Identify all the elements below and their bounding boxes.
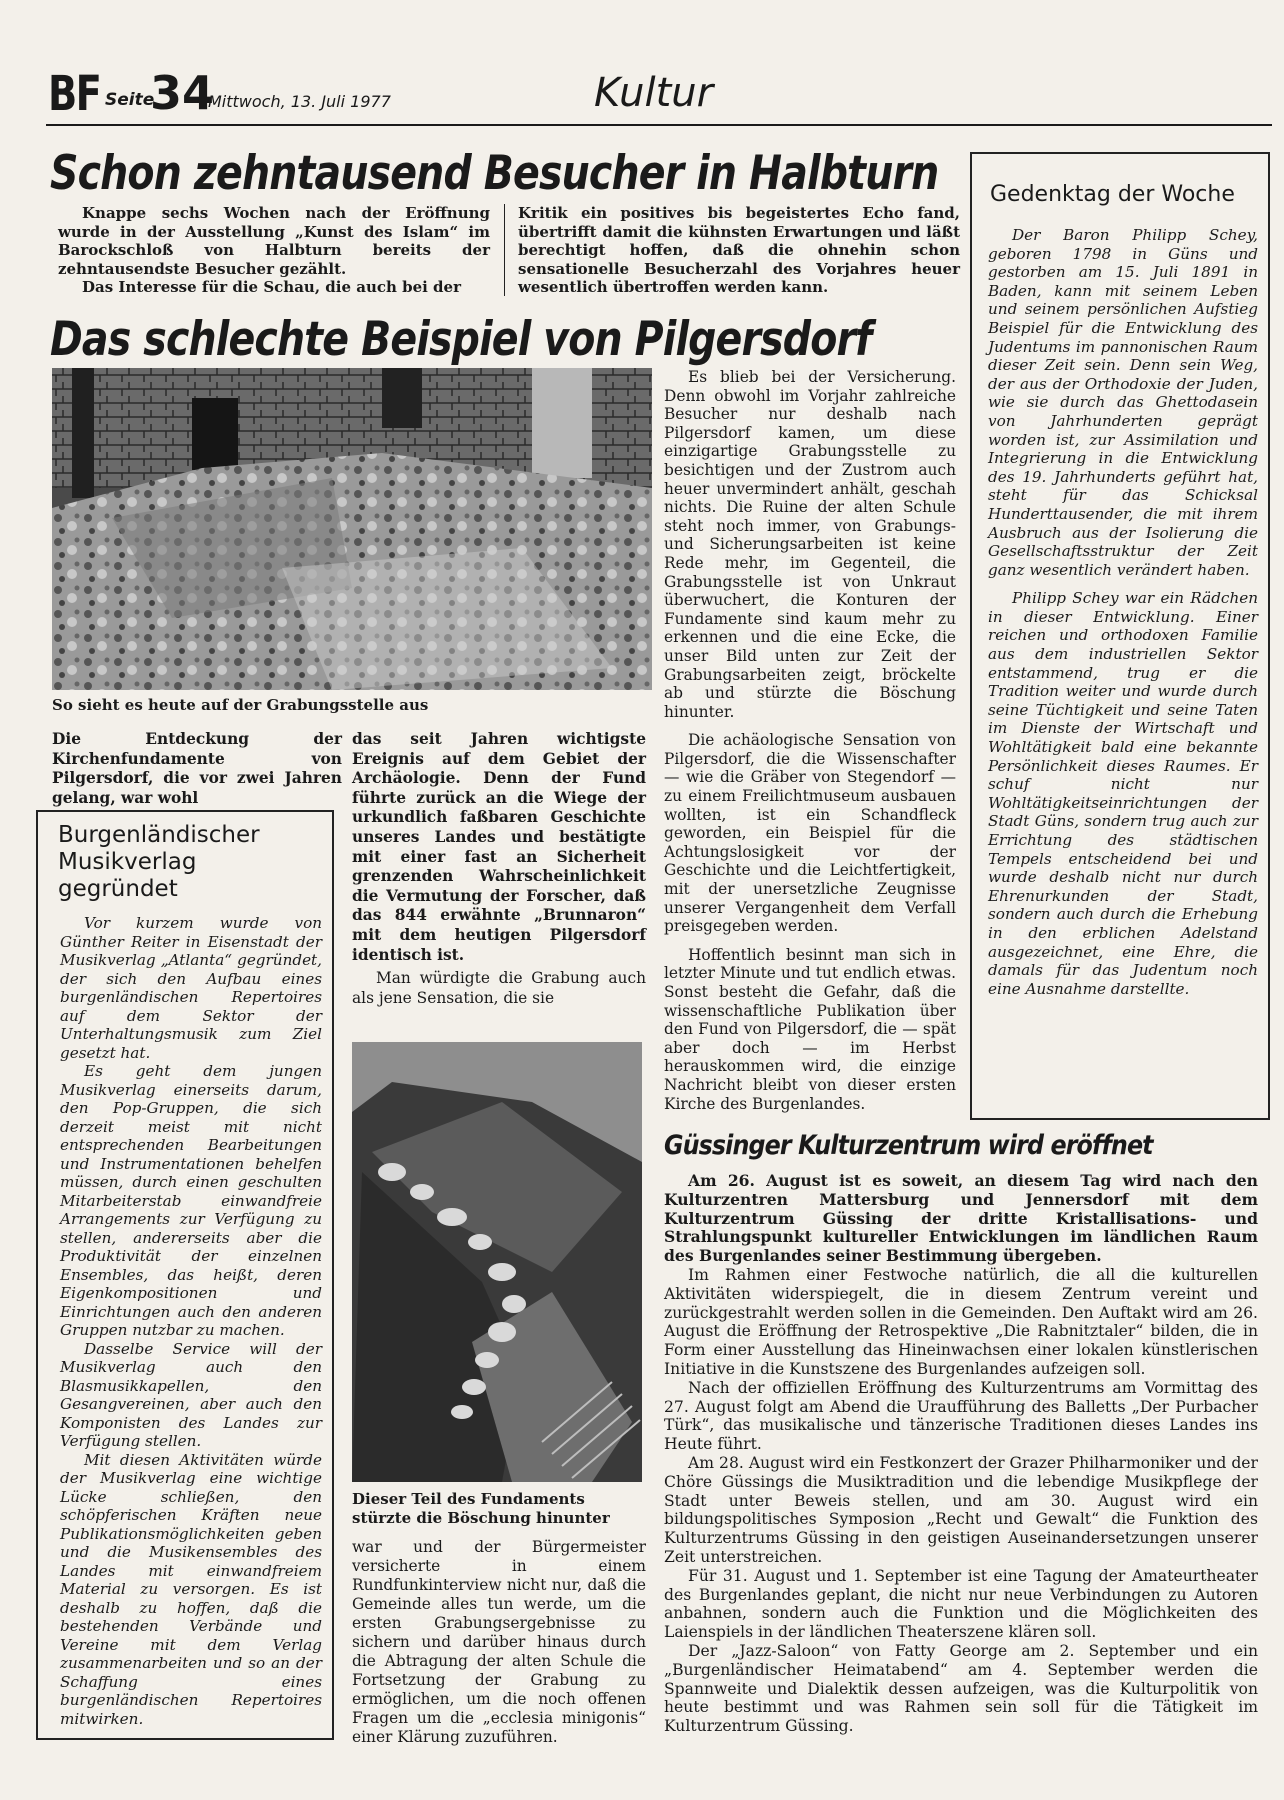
- gedenktag-title: Gedenktag der Woche: [990, 182, 1235, 207]
- column-divider: [504, 204, 505, 296]
- gedenktag-p1: Der Baron Philipp Schey, geboren 1798 in Güns und gestorben am 15. Juli 1891 in Baden, kann mit seinem Leben und seinem persönlichen Aufstieg Beispiel für die Entwicklung des Judentums im pannonischen Raum dieser Zeit sein. Denn sein Weg, der aus der Orthodoxie der Juden, wie sie durch das Ghettodasein von Jahrhunderten geprägt worden ist, zur Assimilation und Integrierung in die Entwicklung des 19. Jahrhunderts geführt hat, steht für das Schicksal Hunderttausender, die mit ihrem Ausbruch aus der Isolierung die Gesellschaftsstruktur der Zeit ganz wesentlich verändert haben.: [988, 226, 1258, 579]
- article3-p5: Der „Jazz-Saloon“ von Fatty George am 2. September und ein „Burgenländischer Heimatabend“ am 4. September werden die Spannweite und Dialektik dessen aufzeigen, was die Kulturpolitik von heute bestimmt und was Rahmen sein soll für die Tätigkeit im Kulturzentrum Güssing.: [664, 1641, 1258, 1736]
- article3-headline: Güssinger Kulturzentrum wird eröffnet: [664, 1130, 1153, 1161]
- musikverlag-p2: Es geht dem jungen Musikverlag einerseits darum, den Pop-Gruppen, die sich derzeit meist mit nicht entsprechenden Bearbeitungen und Instrumentationen behelfen müssen, durch einen geschulten Mitarbeiterstab einwandfreie Arrangements zur Verfügung zu stellen, andererseits aber die Produktivität der einzelnen Ensembles, das heißt, deren Eigenkompositionen und Einrichtungen auch den anderen Gruppen nutzbar zu machen.: [60, 1062, 322, 1339]
- article3-p2: Nach der offiziellen Eröffnung des Kulturzentrums am Vormittag des 27. August folgt am Abend die Uraufführung des Balletts „Der Purbacher Türk“, das musikalische und tänzerische Traditionen dieses Landes ins Heute führt.: [664, 1378, 1258, 1454]
- article3-body: [664, 1172, 1258, 1736]
- musikverlag-title: Burgenländischer Musikverlag gegründet: [58, 822, 260, 902]
- photo1-caption: So sieht es heute auf der Grabungsstelle aus: [52, 696, 429, 714]
- article1-headline: Schon zehntausend Besucher in Halbturn: [50, 146, 939, 201]
- article2-right-p3: Hoffentlich besinnt man sich in letzter Minute und tut endlich etwas. Sonst besteht die Gefahr, daß die wissenschaftliche Publikation über den Fund von Pilgersdorf, die — spät aber doch — im Herbst herauskommen wird, die einzige Nachricht bleibt von dieser ersten Kirche des Burgenlandes.: [664, 945, 956, 1113]
- photo2-caption: Dieser Teil des Fundaments stürzte die Böschung hinunter: [352, 1490, 610, 1527]
- article1-col1b-text: Das Interesse für die Schau, die auch bei der: [82, 278, 461, 297]
- article2-mid-col: [352, 730, 646, 1008]
- article2-right-p2: Die achäologische Sensation von Pilgersdorf, die die Wissenschafter — wie die Gräber von Stegendorf — zu einem Freilichtmuseum ausbauen wollten, ist ein Schandfleck geworden, ein Beispiel für die Achtungslosigkeit vor der Geschichte und die Leichtfertigkeit, mit der unersetzliche Zeugnisse unserer Vergangenheit dem Verfall preisgegeben werden.: [664, 731, 956, 936]
- musikverlag-p3: Dasselbe Service will der Musikverlag auch den Blasmusikkapellen, den Gesangvereinen, aber auch den Komponisten des Landes zur Verfügung stellen.: [60, 1339, 322, 1450]
- article2-mid-p2: Man würdigte die Grabung auch als jene Sensation, die sie: [352, 969, 646, 1007]
- section-title: Kultur: [594, 70, 714, 116]
- article2-lead: Die Entdeckung der Kirchenfundamente von Pilgersdorf, die vor zwei Jahren gelang, war wohl: [52, 730, 342, 807]
- article1-col2: Kritik ein positives bis begeistertes Echo fand, übertrifft damit die kühnsten Erwartungen und läßt berechtigt hoffen, daß die ohnehin schon sensationelle Besucherzahl des Vorjahres heuer wesentlich übertroffen werden kann.: [518, 204, 960, 297]
- page-label: Seite: [105, 90, 155, 110]
- excavation-photo: [52, 368, 652, 690]
- gedenktag-text: [988, 226, 1258, 998]
- article1-col1: [58, 204, 490, 297]
- musikverlag-p1: Vor kurzem wurde von Günther Reiter in Eisenstadt der Musikverlag „Atlanta“ gegründet, der sich den Aufbau eines burgenländischen Repertoires auf dem Sektor der Unterhaltungsmusik zum Ziel gesetzt hat.: [60, 914, 322, 1062]
- article2-headline: Das schlechte Beispiel von Pilgersdorf: [50, 312, 872, 367]
- article2-mid-bold: das seit Jahren wichtigste Ereignis auf dem Gebiet der Archäologie. Denn der Fund führte zurück an die Wiege der urkundlich faßbaren Geschichte unseres Landes und bestätigte mit einer fast an Sicherheit grenzenden Wahrscheinlichkeit die Vermutung der Forscher, daß das 844 erwähnte „Brunnaron“ mit dem heutigen Pilgersdorf identisch ist.: [352, 730, 646, 964]
- article1-col1-text: Knappe sechs Wochen nach der Eröffnung wurde in der Ausstellung „Kunst des Islam“ im Barockschloß von Halbturn bereits der zehntausendste Besucher gezählt.: [58, 204, 490, 278]
- article3-p3: Am 28. August wird ein Festkonzert der Grazer Philharmoniker und der Chöre Güssings die Musiktradition und die lebendige Musikpflege der Stadt unter Beweis stellen, und am 30. August wird ein bildungspolitisches Symposion „Recht und Gewalt“ die Funktion des Kulturzentrums Güssing in den geistigen Auseinandersetzungen unserer Zeit unterstreichen.: [664, 1453, 1258, 1566]
- article2-right-p1: Es blieb bei der Versicherung. Denn obwohl im Vorjahr zahlreiche Besucher nur deshalb nach Pilgersdorf kamen, um diese einzigartige Grabungsstelle zu besichtigen und der Zustrom auch heuer unvermindert anhält, geschah nichts. Die Ruine der alten Schule steht noch immer, von Grabungs- und Sicherungsarbeiten ist keine Rede mehr, im Gegenteil, die Grabungsstelle ist von Unkraut überwuchert, die Konturen der Fundamente sind kaum mehr zu erkennen und die eine Ecke, die unser Bild unten zur Zeit der Grabungsarbeiten zeigt, bröckelte ab und stürzte die Böschung hinunter.: [664, 368, 956, 721]
- newspaper-logo: BF: [48, 66, 101, 122]
- issue-date: Mittwoch, 13. Juli 1977: [208, 92, 391, 111]
- page-number: 34: [150, 66, 215, 120]
- header-rule: [46, 124, 1272, 126]
- article3-p4: Für 31. August und 1. September ist eine Tagung der Amateurtheater des Burgenlandes geplant, die nicht nur neue Verbindungen zu Autoren anbahnen, sondern auch die Funktion und die Möglichkeiten des Laienspiels in der ländlichen Theaterszene klären soll.: [664, 1566, 1258, 1642]
- article2-mid-p3: war und der Bürgermeister versicherte in einem Rundfunkinterview nicht nur, daß die Gemeinde alles tun werde, um die ersten Grabungsergebnisse zu sichern und darüber hinaus durch die Abtragung der alten Schule die Fortsetzung der Grabung zu ermöglichen, um die noch offenen Fragen um die „ecclesia minigonis“ einer Klärung zuzuführen.: [352, 1538, 646, 1746]
- article2-right-col: [664, 368, 956, 1113]
- article3-lead: Am 26. August ist es soweit, an diesem Tag wird nach den Kulturzentren Mattersburg und Jennersdorf mit dem Kulturzentrum Güssing der dritte Kristallisations- und Strahlungspunkt kultureller Entwicklungen im ländlichen Raum des Burgenlandes seiner Bestimmung übergeben.: [664, 1171, 1258, 1266]
- musikverlag-text: [60, 914, 322, 1728]
- gedenktag-p2: Philipp Schey war ein Rädchen in dieser Entwicklung. Einer reichen und orthodoxen Familie aus dem industriellen Sektor entstammend, trug er die Tradition weiter und wurde durch seine Tüchtigkeit und seine Taten im Dienste der Wirtschaft und Wohltätigkeit bald eine bekannte Persönlichkeit dieses Raumes. Er schuf nicht nur Wohltätigkeitseinrichtungen der Stadt Güns, sondern trug auch zur Errichtung des städtischen Tempels entscheidend bei und wurde deshalb nicht nur durch Ehrenurkunden der Stadt, sondern auch durch die Erhebung in den erblichen Adelstand ausgezeichnet, eine Ehre, die damals für das Judentum noch eine Ausnahme darstellte.: [988, 589, 1258, 998]
- musikverlag-p4: Mit diesen Aktivitäten würde der Musikverlag eine wichtige Lücke schließen, den schöpferischen Kräften neue Publikationsmöglichkeiten geben und die Musikensembles des Landes mit einwandfreiem Material zu versorgen. Es ist deshalb zu hoffen, daß die bestehenden Verbände und Vereine mit dem Verlag zusammenarbeiten und so an der Schaffung eines burgenländischen Repertoires mitwirken.: [60, 1450, 322, 1728]
- foundation-photo: [352, 1042, 642, 1482]
- article3-p1: Im Rahmen einer Festwoche natürlich, die all die kulturellen Aktivitäten widerspiegelt, die in diesem Zentrum vereint und zurückgestrahlt werden sollen in die Gemeinden. Den Auftakt wird am 26. August die Eröffnung der Retrospektive „Die Rabnitztaler“ bilden, die in Form einer Ausstellung das Hineinwachsen einer lokalen künstlerischen Initiative in die Kunstszene des Burgenlandes aufzeigen soll.: [664, 1265, 1258, 1378]
